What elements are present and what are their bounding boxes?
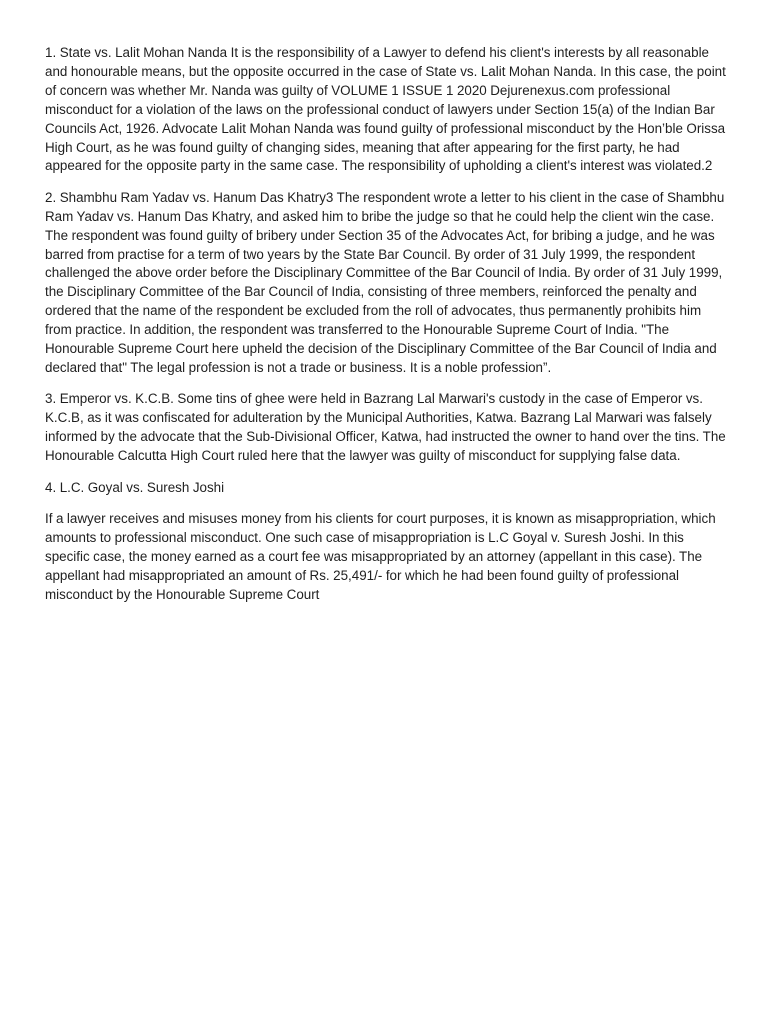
case-paragraph-state-vs-nanda: 1. State vs. Lalit Mohan Nanda It is the responsibility of a Lawyer to defend his client's interests by all reasonable and honourable means, but the opposite occurred in the case of State vs. Lalit Mohan Nanda. In this case, the point of concern was whether Mr. Nanda was guilty of VOLUME 1 ISSUE 1 2020 Dejurenexus.com professional misconduct for a violation of the laws on the professional conduct of lawyers under Section 15(a) of the Indian Bar Councils Act, 1926. Advocate Lalit Mohan Nanda was found guilty of professional misconduct by the Hon’ble Orissa High Court, as he was found guilty of changing sides, meaning that after appearing for the first party, he had appeared for the opposite party in the same case. The responsibility of upholding a client's interest was violated.2 bbox=[45, 45, 726, 174]
document-body bbox=[45, 44, 729, 617]
case-paragraph-misappropriation: If a lawyer receives and misuses money from his clients for court purposes, it is known as misappropriation, which amounts to professional misconduct. One such case of misappropriation is L.C Goyal v. Suresh Joshi. In this specific case, the money earned as a court fee was misappropriated by an attorney (appellant in this case). The appellant had misappropriated an amount of Rs. 25,491/- for which he had been found guilty of professional misconduct by the Honourable Supreme Court bbox=[45, 510, 716, 602]
case-paragraph-emperor-vs-kcb: 3. Emperor vs. K.C.B. Some tins of ghee were held in Bazrang Lal Marwari's custody in the case of Emperor vs. K.C.B, as it was confiscated for adulteration by the Municipal Authorities, Katwa. Bazrang Lal Marwari was falsely informed by the advocate that the Sub-Divisional Officer, Katwa, had instructed the owner to hand over the tins. The Honourable Calcutta High Court ruled here that the lawyer was guilty of misconduct for supplying false data. bbox=[45, 391, 726, 464]
case-heading-goyal-vs-joshi: 4. L.C. Goyal vs. Suresh Joshi bbox=[45, 479, 225, 495]
case-paragraph-yadav-vs-khatry: 2. Shambhu Ram Yadav vs. Hanum Das Khatry3 The respondent wrote a letter to his client in the case of Shambhu Ram Yadav vs. Hanum Das Khatry, and asked him to bribe the judge so that he could help the client win the case. The respondent was found guilty of bribery under Section 35 of the Advocates Act, for bribing a judge, and he was barred from practise for a term of two years by the State Bar Council. By order of 31 July 1999, the respondent challenged the above order before the Disciplinary Committee of the Bar Council of India. By order of 31 July 1999, the Disciplinary Committee of the Bar Council of India, consisting of three members, reinforced the penalty and ordered that the name of the respondent be excluded from the roll of advocates, thus permanently prohibits him from practice. In addition, the respondent was transferred to the Honourable Supreme Court of India. "The Honourable Supreme Court here upheld the decision of the Disciplinary Committee of the Bar Council of India and declared that" The legal profession is not a trade or business. It is a noble profession”. bbox=[45, 189, 725, 375]
